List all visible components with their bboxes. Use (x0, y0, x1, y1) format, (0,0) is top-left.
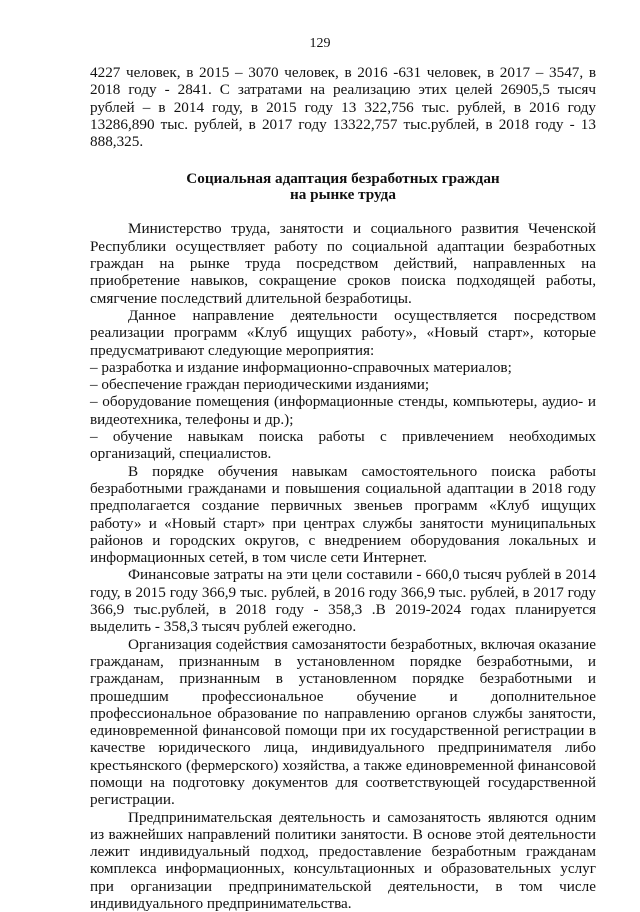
paragraph-training-order: В порядке обучения навыкам самостоятельного поиска работы безработными гражданами и повышения социальной адаптации в 2018 году предполагается создание первичных звеньев программ «Клуб ищущих работу» и «Новый старт» при центрах службы занятости муниципальных районов и городских округов, с внедрением оборудования локальных и информационных сетей, в том числе сети Интернет. (90, 462, 596, 567)
paragraph-entrepreneurship: Предпринимательская деятельность и самозанятость являются одним из важнейших направлений политики занятости. В основе этой деятельности лежит индивидуальный подход, предоставление безработным гражданам комплекса информационных, консультационных и образовательных услуг при организации предпринимательской деятельности, в том числе индивидуального предпринимательства. (90, 808, 596, 912)
section-heading-line-1: Социальная адаптация безработных граждан (186, 170, 500, 188)
section-heading-line-2: на рынке труда (290, 186, 396, 204)
intro-paragraph: 4227 человек, в 2015 – 3070 человек, в 2016 -631 человек, в 2017 – 3547, в 2018 году - 2841. С затратами на реализацию этих целей 26905,5 тысяч рублей – в 2014 году, в 2015 году 13 322,756 тыс. рублей, в 2016 году 13286,890 тыс. рублей, в 2017 году 13322,757 тыс.рублей, в 2018 году - 13 888,325. (90, 64, 596, 151)
measure-item-training: – обучение навыкам поиска работы с привлечением необходимых организаций, специалистов. (90, 428, 596, 463)
paragraph-financing: Финансовые затраты на эти цели составили - 660,0 тысяч рублей в 2014 году, в 2015 году 366,9 тыс. рублей, в 2016 году 366,9 тыс. рублей, в 2017 году 366,9 тыс.рублей, в 2018 году - 358,3 .В 2019-2024 годах планируется выделить - 358,3 тысяч рублей ежегодно. (90, 566, 596, 636)
paragraph-self-employment: Организация содействия самозанятости безработных, включая оказание гражданам, признанным в установленном порядке безработными, и гражданам, признанным в установленном порядке безработными и прошедшим профессиональное обучение и дополнительное профессиональное образование по направлению органов службы занятости, единовременной финансовой помощи при их государственной регистрации в качестве юридического лица, индивидуального предпринимателя либо крестьянского (фермерского) хозяйства, а также единовременной финансовой помощи на подготовку документов для соответствующей государственной регистрации. (90, 635, 596, 809)
page-number: 129 (309, 36, 331, 51)
measure-item-periodicals: – обеспечение граждан периодическими изданиями; (90, 376, 430, 394)
measure-item-materials: – разработка и издание информационно-справочных материалов; (90, 358, 512, 376)
document-body (90, 64, 596, 912)
measure-item-equipment: – оборудование помещения (информационные стенды, компьютеры, аудио- и видеотехника, телефоны и др.); (90, 393, 596, 428)
section-heading (90, 171, 596, 203)
paragraph-programs: Данное направление деятельности осуществляется посредством реализации программ «Клуб ищущих работу», «Новый старт», которые предусматривают следующие мероприятия: (90, 306, 596, 359)
paragraph-ministry-work: Министерство труда, занятости и социального развития Чеченской Республики осуществляет работу по социальной адаптации безработных граждан на рынке труда посредством действий, направленных на приобретение навыков, сокращение сроков поиска подходящей работы, смягчение последствий длительной безработицы. (90, 220, 596, 307)
